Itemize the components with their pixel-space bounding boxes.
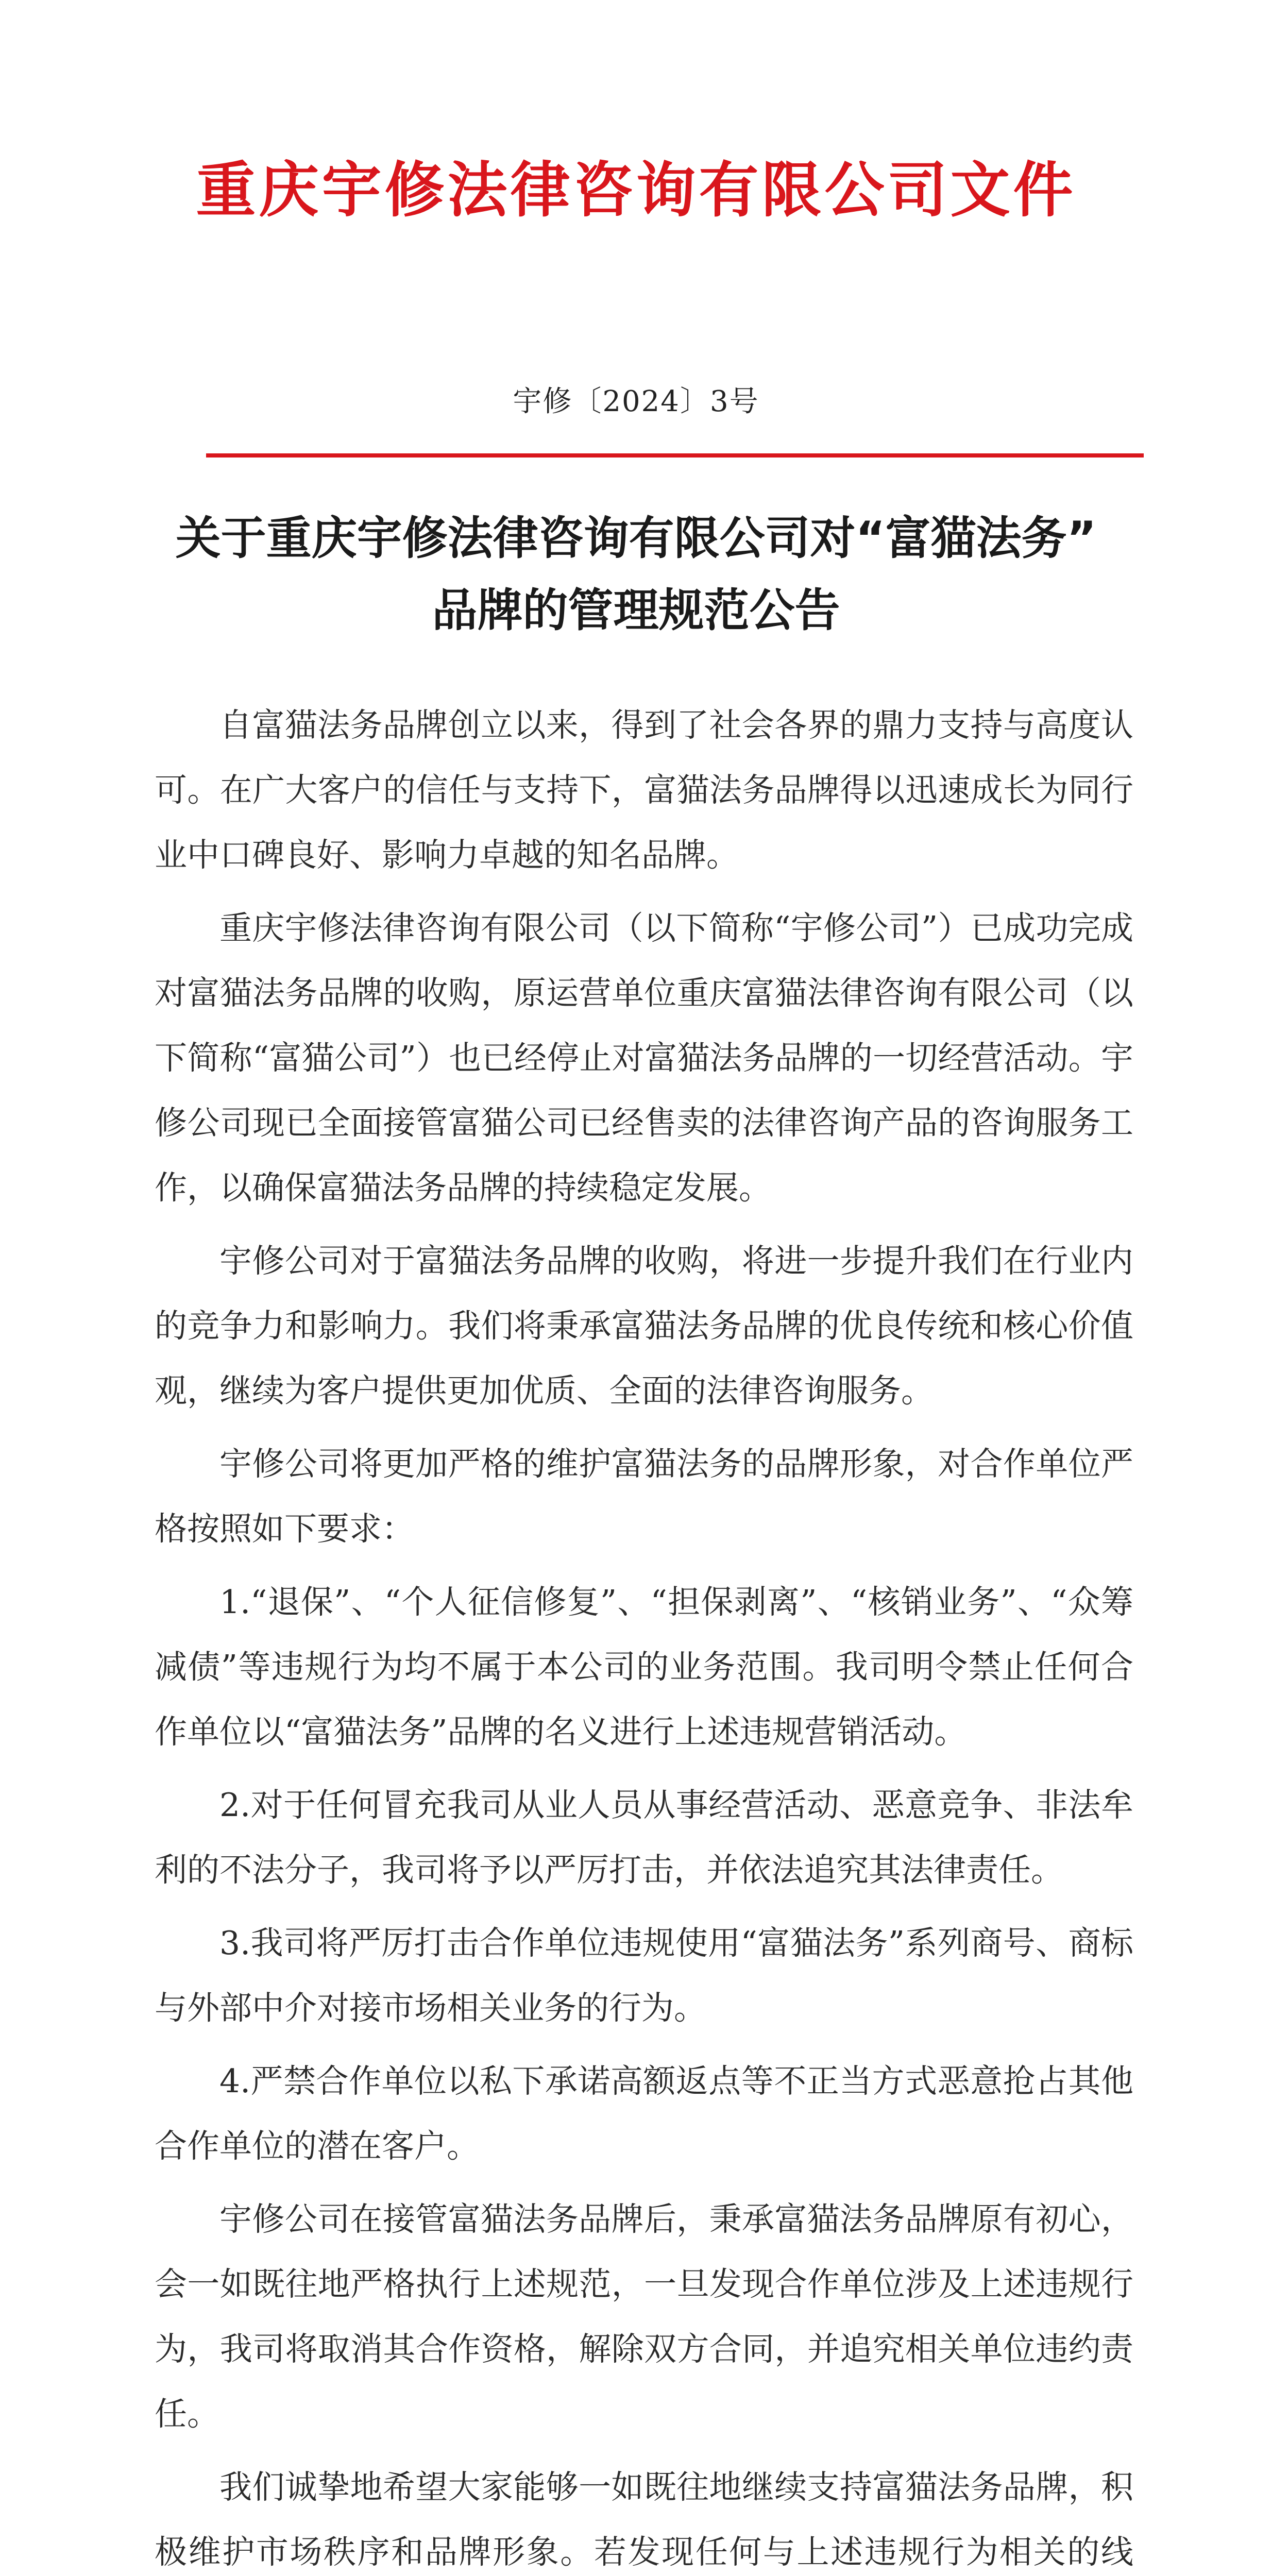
requirement-item-1: 1.“退保”、“个人征信修复”、“担保剥离”、“核销业务”、“众筹减债”等违规行为均不属于本公司的业务范围。我司明令禁止任何合作单位以“富猫法务”品牌的名义进行上述违规营销活动。 — [155, 1583, 1133, 1751]
body-paragraph: 我们诚挚地希望大家能够一如既往地继续支持富猫法务品牌，积极维护市场秩序和品牌形象。若发现任何与上述违规行为相关的线 — [155, 2468, 1133, 2571]
notice-title-line2: 品牌的管理规范公告 — [432, 584, 840, 637]
requirement-item-3: 3.我司将严厉打击合作单位违规使用“富猫法务”系列商号、商标与外部中介对接市场相关业务的行为。 — [155, 1924, 1133, 2027]
notice-title-line1: 关于重庆宇修法律咨询有限公司对“富猫法务” — [175, 512, 1097, 565]
body-paragraph: 宇修公司在接管富猫法务品牌后，秉承富猫法务品牌原有初心，会一如既往地严格执行上述规范，一旦发现合作单位涉及上述违规行为，我司将取消其合作资格，解除双方合同，并追究相关单位违约责任。 — [155, 2200, 1133, 2433]
body-paragraph: 自富猫法务品牌创立以来，得到了社会各界的鼎力支持与高度认可。在广大客户的信任与支持下，富猫法务品牌得以迅速成长为同行业中口碑良好、影响力卓越的知名品牌。 — [155, 706, 1133, 874]
body-paragraph: 宇修公司将更加严格的维护富猫法务的品牌形象，对合作单位严格按照如下要求： — [155, 1445, 1133, 1548]
notice-body — [155, 693, 1133, 2576]
red-divider-top — [206, 453, 1144, 457]
requirement-item-2: 2.对于任何冒充我司从业人员从事经营活动、恶意竞争、非法牟利的不法分子，我司将予以严厉打击，并依法追究其法律责任。 — [155, 1786, 1133, 1889]
notice-title — [103, 502, 1169, 647]
body-paragraph: 宇修公司对于富猫法务品牌的收购，将进一步提升我们在行业内的竞争力和影响力。我们将秉承富猫法务品牌的优良传统和核心价值观，继续为客户提供更加优质、全面的法律咨询服务。 — [155, 1242, 1133, 1410]
document-header-title: 重庆宇修法律咨询有限公司文件 — [196, 156, 1076, 225]
body-paragraph: 重庆宇修法律咨询有限公司（以下简称“宇修公司”）已成功完成对富猫法务品牌的收购，原运营单位重庆富猫法律咨询有限公司（以下简称“富猫公司”）也已经停止对富猫法务品牌的一切经营活动。宇修公司现已全面接管富猫公司已经售卖的法律咨询产品的咨询服务工作，以确保富猫法务品牌的持续稳定发展。 — [155, 909, 1133, 1207]
requirement-item-4: 4.严禁合作单位以私下承诺高额返点等不正当方式恶意抢占其他合作单位的潜在客户。 — [155, 2062, 1133, 2165]
document-number: 宇修〔2024〕3号 — [513, 385, 759, 418]
